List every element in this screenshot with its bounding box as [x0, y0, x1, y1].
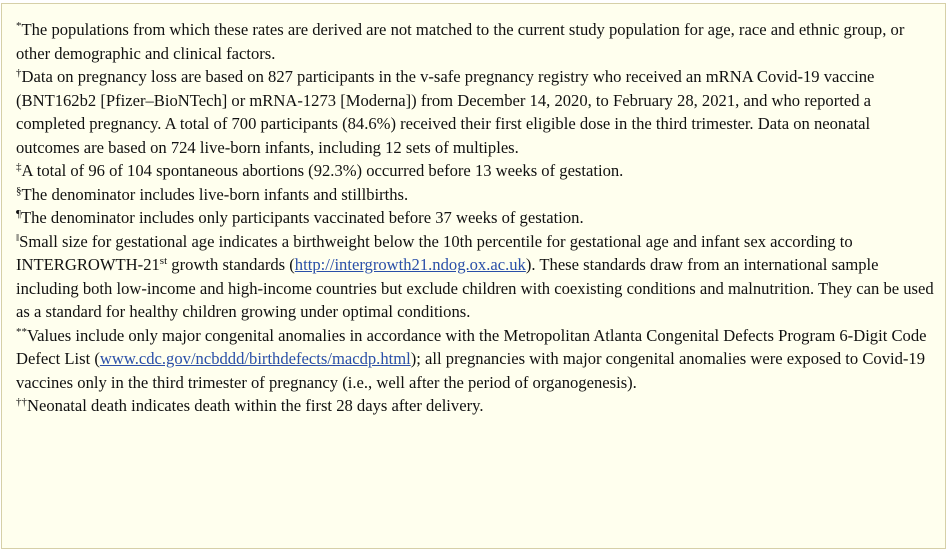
footnote-double-bar: [16, 230, 936, 324]
footnote-marker: ‖: [16, 231, 20, 244]
footnote-marker: ††: [16, 396, 27, 408]
footnote-asterisk: [16, 18, 936, 65]
footnote-text: ). These standards draw from an international sample including both low-income and high-income countries but exclude children with coexisting conditions and malnutrition. They can be used as a standard for healthy children growing under optimal conditions.: [16, 255, 934, 321]
footnote-text: A total of 96 of 104 spontaneous abortions (92.3%) occurred before 13 weeks of gestation.: [21, 161, 624, 180]
footnote-section-sign: [16, 183, 936, 207]
footnote-marker: **: [16, 325, 27, 338]
footnote-text: Neonatal death indicates death within the first 28 days after delivery.: [27, 396, 484, 415]
footnote-text: Small size for gestational age indicates a birthweight below the 10th percentile for gestational age and infant sex according to INTERGROWTH-21: [16, 231, 853, 274]
intergrowth-link[interactable]: http://intergrowth21.ndog.ox.ac.uk: [294, 255, 526, 274]
cdc-macdp-link[interactable]: www.cdc.gov/ncbddd/birthdefects/macdp.html: [99, 349, 411, 368]
footnote-text: Data on pregnancy loss are based on 827 participants in the v-safe pregnancy registry who received an mRNA Covid-19 vaccine (BNT162b2 [Pfizer–BioNTech] or mRNA-1273 [Moderna]) from December 14, 2020, to February 28, 2021, and who reported a completed pregnancy. A total of 700 participants (84.6%) received their first eligible dose in the third trimester. Data on neonatal outcomes are based on 724 live-born infants, including 12 sets of multiples.: [16, 67, 875, 157]
footnotes-panel: [1, 3, 946, 549]
footnote-double-dagger: [16, 159, 936, 183]
footnote-text: growth standards (: [167, 255, 295, 274]
footnote-marker: *: [16, 20, 22, 32]
footnote-double-dagger-pair: [16, 394, 936, 418]
footnote-text: ); all pregnancies with major congenital anomalies were exposed to Covid-19 vaccines only in the third trimester of pregnancy (i.e., well after the period of organogenesis).: [16, 349, 926, 392]
footnote-text: The denominator includes only participants vaccinated before 37 weeks of gestation.: [20, 208, 584, 227]
ordinal-suffix: st: [159, 255, 168, 267]
footnote-pilcrow: [16, 206, 936, 230]
footnotes-list: [16, 18, 936, 418]
footnote-marker: †: [16, 67, 22, 79]
footnote-marker: ¶: [16, 208, 21, 220]
footnote-text: Values include only major congenital anomalies in accordance with the Metropolitan Atlanta Congenital Defects Program 6-Digit Code Defect List (: [16, 325, 927, 368]
footnote-marker: ‡: [16, 161, 22, 173]
footnote-double-asterisk: [16, 324, 936, 395]
footnote-text: The denominator includes live-born infants and stillbirths.: [21, 184, 409, 204]
footnote-text: The populations from which these rates are derived are not matched to the current study population for age, race and ethnic group, or other demographic and clinical factors.: [16, 20, 905, 63]
footnote-marker: §: [16, 184, 22, 197]
footnote-dagger: [16, 65, 936, 159]
